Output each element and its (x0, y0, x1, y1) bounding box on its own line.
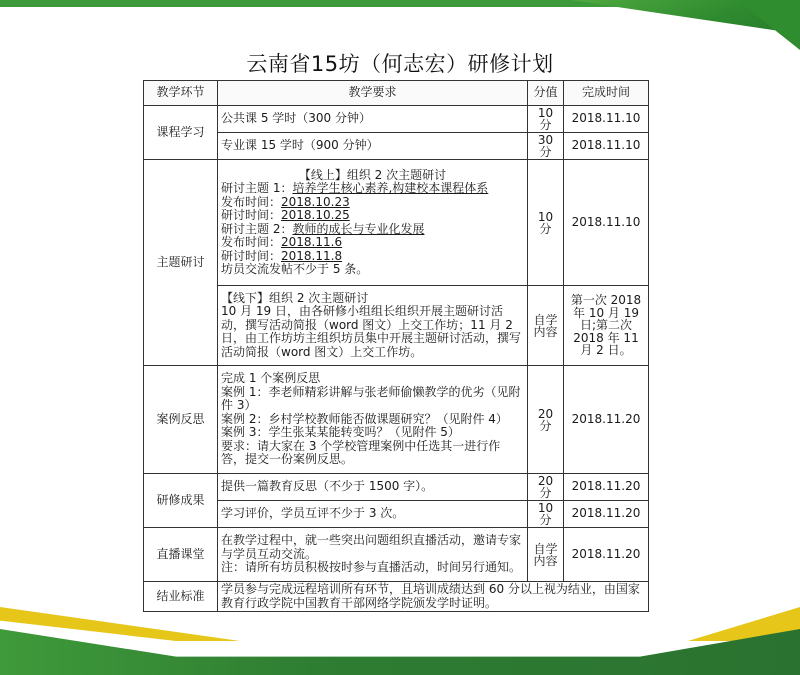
table-row (144, 160, 649, 286)
live-line: 注：请所有坊员积极按时参与直播活动，时间另行通知。 (221, 560, 522, 575)
bottom-green-band (0, 629, 800, 675)
deadline-cell: 2018.11.20 (564, 366, 649, 474)
bottom-yellow-stripe (0, 607, 800, 641)
header-requirement: 教学要求 (218, 81, 528, 106)
requirement-cell: 提供一篇教育反思（不少于 1500 字）。 (218, 474, 528, 501)
score-cell: 20 分 (528, 366, 564, 474)
publish2-line (221, 236, 524, 250)
cases-line: 要求：请大家在 3 个学校管理案例中任选其一进行作答，提交一份案例反思。 (221, 438, 501, 467)
table-row (144, 474, 649, 501)
discuss2-date: 2018.11.8 (281, 248, 343, 263)
offline-requirement-cell (218, 286, 528, 366)
category-live: 直播课堂 (144, 528, 218, 582)
score-cell: 自学内容 (528, 286, 564, 366)
topic1-link[interactable]: 培养学生核心素养,构建校本课程体系 (292, 181, 489, 195)
discuss1-line (221, 209, 524, 223)
plan-table (143, 80, 649, 612)
discuss1-label: 研讨时间： (221, 208, 282, 222)
table-row (144, 286, 649, 366)
deadline-cell: 2018.11.20 (564, 474, 649, 501)
deadline-cell: 2018.11.10 (564, 106, 649, 133)
deadline-cell: 2018.11.10 (564, 160, 649, 286)
score-cell: 10 分 (528, 106, 564, 133)
topic2-link[interactable]: 教师的成长与专业化发展 (292, 221, 425, 236)
completion-requirement-cell: 学员参与完成远程培训所有环节，且培训成绩达到 60 分以上视为结业，由国家教育行政学院中国教育干部网络学院颁发学时证明。 (218, 582, 649, 612)
live-requirement-cell (218, 528, 528, 582)
publish1-date: 2018.10.23 (281, 194, 350, 209)
table-row (144, 528, 649, 582)
top-frame (0, 0, 800, 34)
header-stage: 教学环节 (144, 81, 218, 106)
deadline-cell: 2018.11.20 (564, 528, 649, 582)
page-title: 云南省15坊（何志宏）研修计划 (246, 52, 554, 76)
table-row (144, 133, 649, 160)
table-row (144, 501, 649, 528)
score-cell: 30 分 (528, 133, 564, 160)
topic2-label: 研讨主题 2： (221, 221, 293, 236)
publish2-label: 发布时间： (221, 235, 282, 249)
online-requirement-cell (218, 160, 528, 286)
publish2-date: 2018.11.6 (281, 235, 343, 249)
deadline-cell: 第一次 2018 年 10 月 19 日;第二次 2018 年 11 月 2 日。 (564, 286, 649, 366)
category-completion: 结业标准 (144, 582, 218, 612)
online-heading: 【线上】组织 2 次主题研讨 (298, 167, 447, 182)
offline-heading: 【线下】组织 2 次主题研讨 (221, 290, 369, 305)
score-cell: 10 分 (528, 501, 564, 528)
cases-line: 案例 3：学生张某某能转变吗？（见附件 5） (221, 425, 460, 440)
category-results: 研修成果 (144, 474, 218, 528)
discuss1-date: 2018.10.25 (281, 208, 350, 222)
requirement-cell: 学习评价，学员互评不少于 3 次。 (218, 501, 528, 528)
cases-requirement-cell (218, 366, 528, 474)
publish1-label: 发布时间： (221, 194, 282, 209)
offline-text: 10 月 19 日，由各研修小组组长组织开展主题研讨活动，撰写活动简报（word 图文）上交工作坊；11 月 2 日，由工作坊坊主组织坊员集中开展主题研讨活动，撰写活动简报（word 图文）上交工作坊。 (221, 304, 522, 359)
discuss2-label: 研讨时间： (221, 248, 282, 263)
table-row (144, 106, 649, 133)
requirement-cell: 公共课 5 学时（300 分钟） (218, 106, 528, 133)
category-cases: 案例反思 (144, 366, 218, 474)
live-line: 在教学过程中，就一些突出问题组织直播活动，邀请专家与学员互动交流。 (221, 533, 522, 561)
cases-line: 案例 1：李老师精彩讲解与张老师偷懒教学的优劣（见附件 3） (221, 384, 521, 413)
header-deadline: 完成时间 (564, 81, 649, 106)
topic1-label: 研讨主题 1： (221, 181, 293, 195)
score-cell: 10 分 (528, 160, 564, 286)
deadline-cell: 2018.11.20 (564, 501, 649, 528)
category-course: 课程学习 (144, 106, 218, 160)
table-row (144, 366, 649, 474)
category-topic: 主题研讨 (144, 160, 218, 366)
topic1-line (221, 182, 524, 196)
cases-line: 案例 2：乡村学校教师能否做课题研究？（见附件 4） (221, 411, 508, 426)
posts-requirement: 坊员交流发帖不少于 5 条。 (221, 262, 369, 276)
score-cell: 20 分 (528, 474, 564, 501)
publish1-line (221, 196, 524, 210)
cases-line: 完成 1 个案例反思 (221, 371, 321, 386)
topic2-line (221, 223, 524, 237)
score-cell: 自学内容 (528, 528, 564, 582)
table-row (144, 582, 649, 612)
discuss2-line (221, 250, 524, 264)
deadline-cell: 2018.11.10 (564, 133, 649, 160)
header-score: 分值 (528, 81, 564, 106)
requirement-cell: 专业课 15 学时（900 分钟） (218, 133, 528, 160)
header-row (144, 81, 649, 106)
